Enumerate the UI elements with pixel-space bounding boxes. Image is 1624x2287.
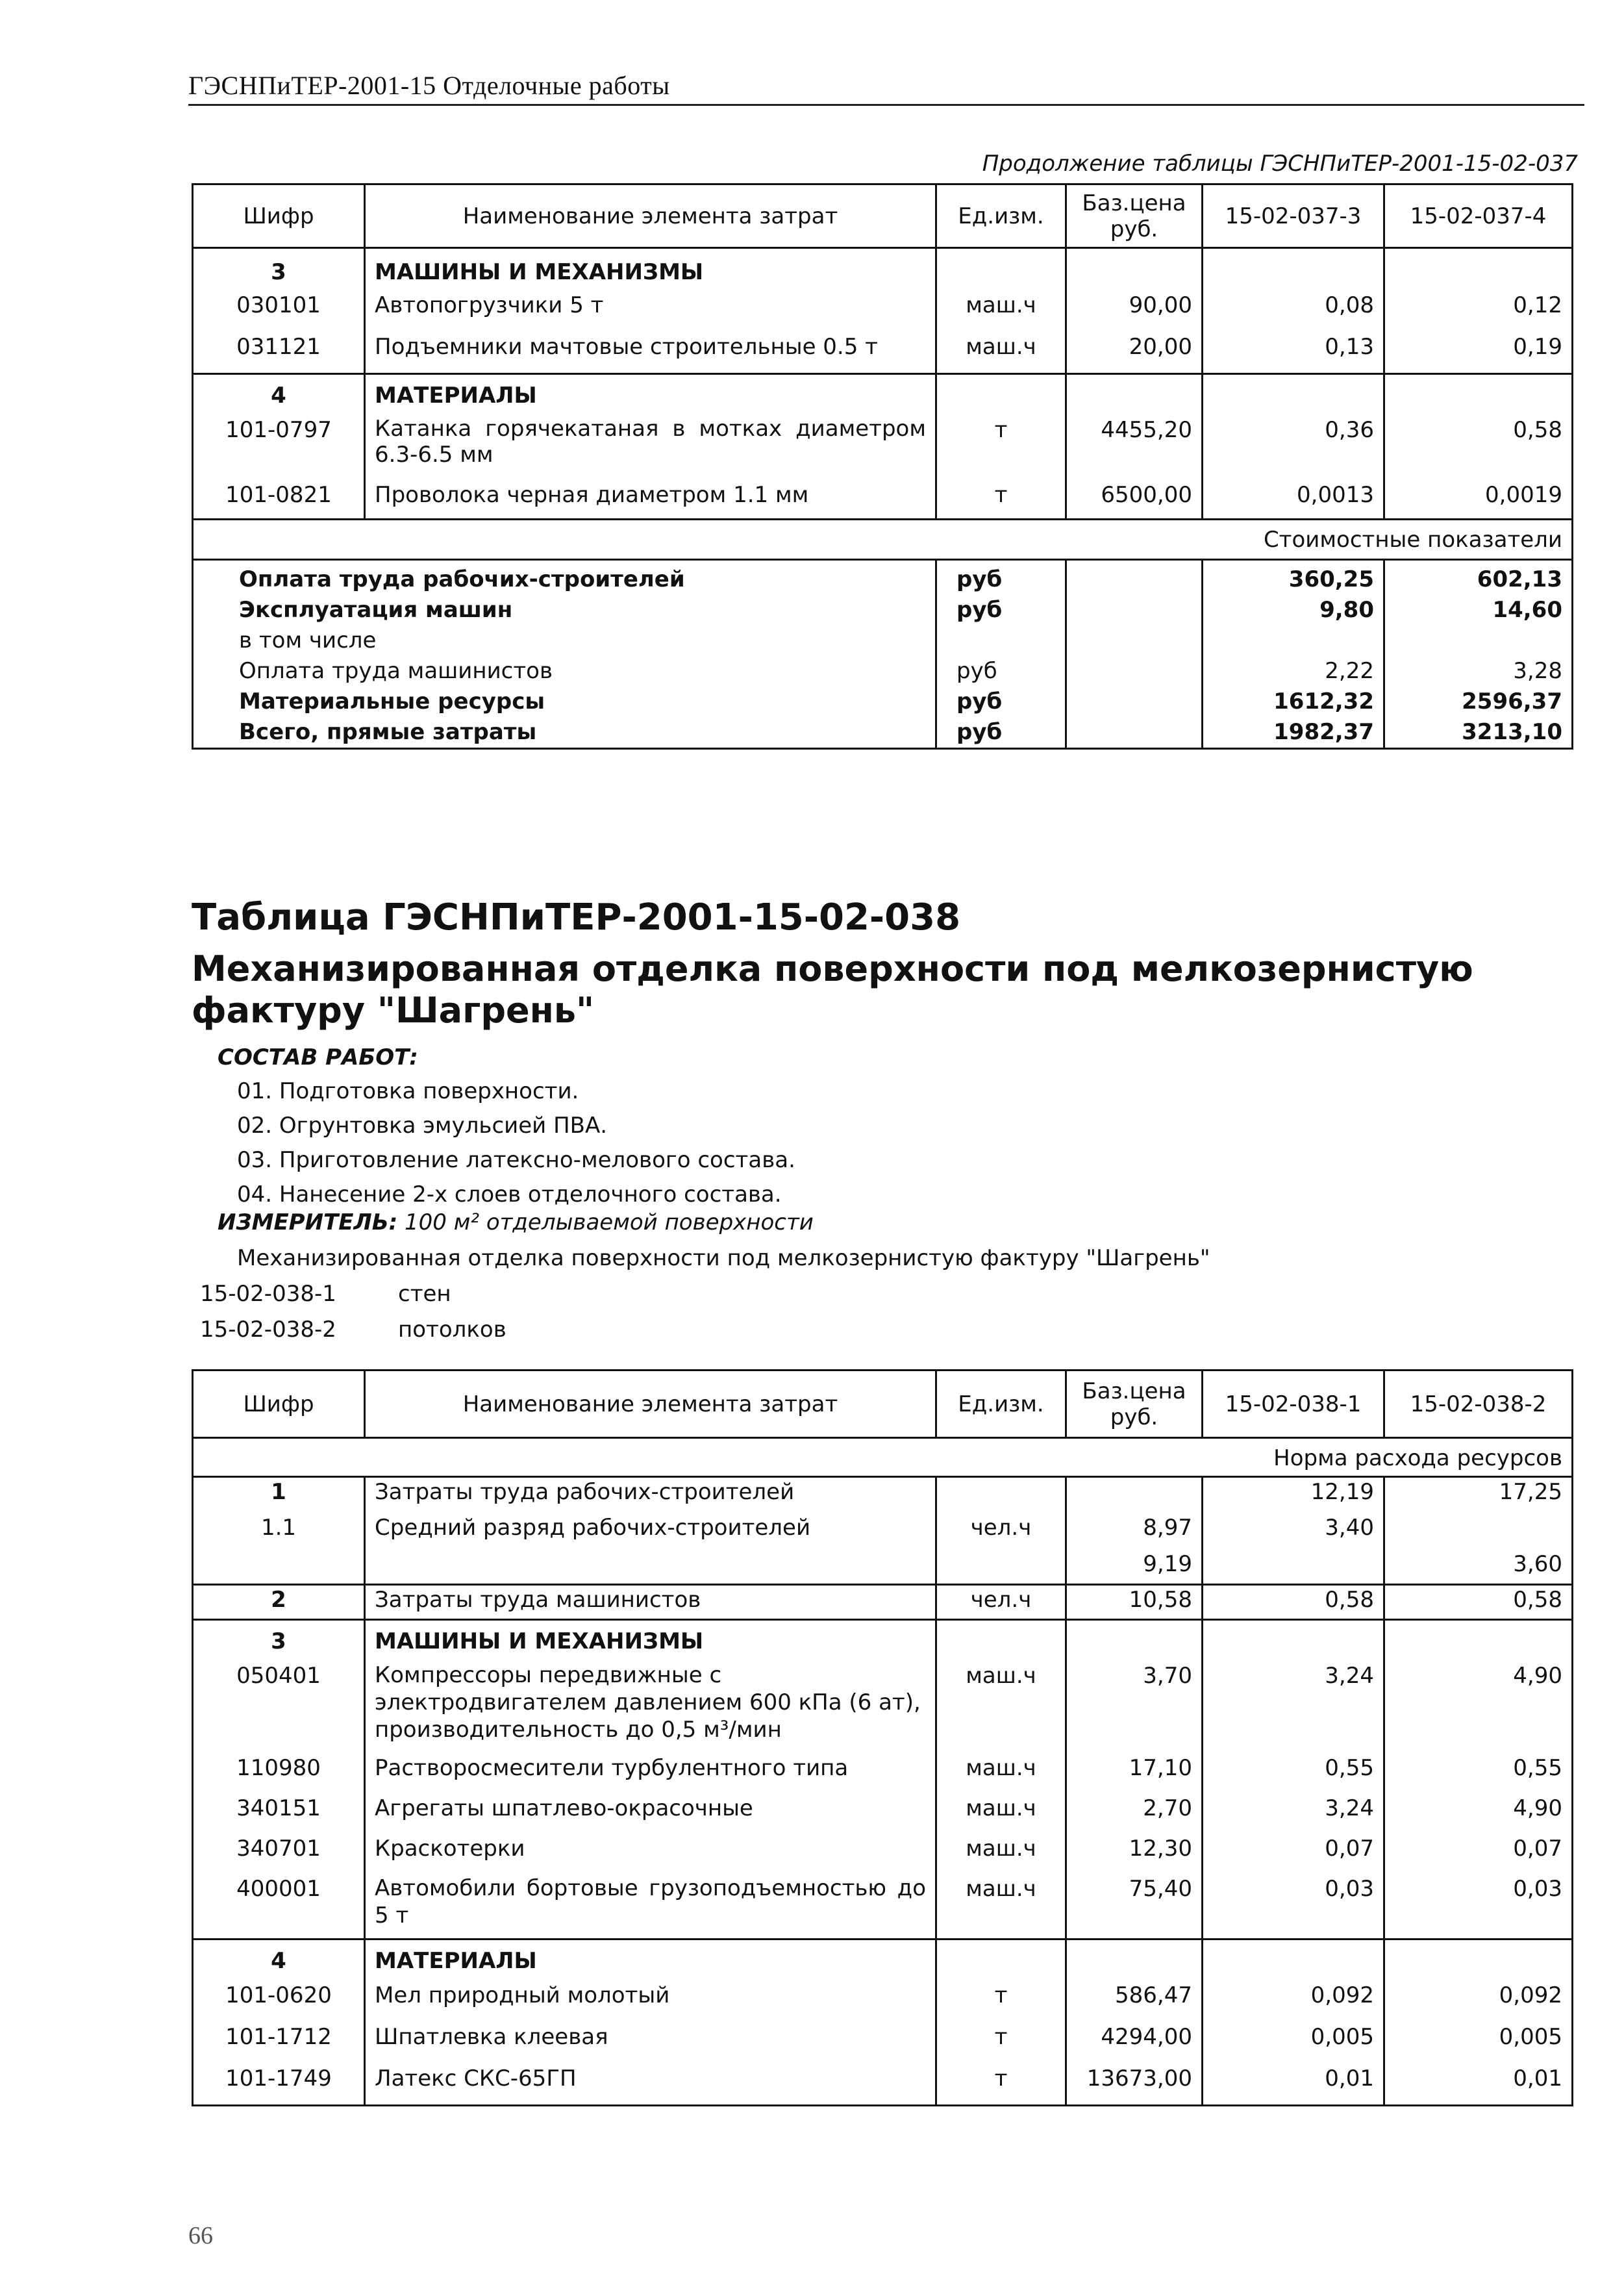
row-name: Мел природный молотый xyxy=(365,1981,936,2023)
table-row xyxy=(193,1875,1573,1940)
row-code: 110980 xyxy=(236,1754,321,1781)
row-code: 101-0797 xyxy=(225,416,332,443)
row-code: 101-1712 xyxy=(225,2023,332,2050)
header-price: Баз.цена руб. xyxy=(1066,184,1203,248)
row-price: 75,40 xyxy=(1066,1875,1203,1940)
table-row xyxy=(193,1834,1573,1875)
row-value-1: 0,13 xyxy=(1203,333,1384,374)
row-value-2: 0,07 xyxy=(1384,1834,1573,1875)
row-code: 2 xyxy=(193,1585,365,1620)
row-unit: маш.ч xyxy=(936,1834,1066,1875)
summary-value-1: 1982,37 xyxy=(1203,717,1384,749)
summary-value-2: 2596,37 xyxy=(1384,687,1573,717)
row-price: 13673,00 xyxy=(1066,2064,1203,2106)
table-15-02-038 xyxy=(192,1369,1573,2106)
row-code: 340701 xyxy=(236,1835,321,1862)
row-value-1: 0,0013 xyxy=(1203,481,1384,520)
summary-label: в том числе xyxy=(239,627,377,653)
row-price: 90,00 xyxy=(1066,291,1203,333)
section-row xyxy=(193,1620,1573,1662)
work-operation: 03. Приготовление латексно-мелового состава. xyxy=(237,1147,795,1173)
row-unit: т xyxy=(936,2023,1066,2064)
row-name: Средний разряд рабочих-строителей xyxy=(365,1513,936,1550)
table-continuation-caption: Продолжение таблицы ГЭСНПиТЕР-2001-15-02-037 xyxy=(982,151,1578,177)
summary-unit: руб xyxy=(936,687,1066,717)
section-title: МАТЕРИАЛЫ xyxy=(365,1940,936,1981)
row-value-1: 0,07 xyxy=(1203,1834,1384,1875)
row-code: 101-0620 xyxy=(225,1982,332,2008)
row-value-2: 0,58 xyxy=(1384,1585,1573,1620)
row-price: 10,58 xyxy=(1066,1585,1203,1620)
row-name: Подъемники мачтовые строительные 0.5 т xyxy=(365,333,936,374)
table-row xyxy=(193,1550,1573,1585)
row-value-2: 0,005 xyxy=(1384,2023,1573,2064)
summary-row xyxy=(193,560,1573,596)
summary-row xyxy=(193,625,1573,656)
row-name: Агрегаты шпатлево-окрасочные xyxy=(365,1794,936,1834)
row-value-1: 3,24 xyxy=(1203,1662,1384,1754)
row-unit: т xyxy=(936,2064,1066,2106)
row-value-2: 0,19 xyxy=(1384,333,1573,374)
norm-label-row xyxy=(193,1438,1573,1477)
row-name: Автопогрузчики 5 т xyxy=(365,291,936,333)
table-row xyxy=(193,291,1573,333)
item-label: стен xyxy=(398,1281,451,1307)
row-value-1: 0,36 xyxy=(1203,416,1384,481)
meter-label: ИЗМЕРИТЕЛЬ: xyxy=(218,1209,398,1235)
header-unit: Ед.изм. xyxy=(936,1371,1066,1438)
work-operation: 02. Огрунтовка эмульсией ПВА. xyxy=(237,1113,608,1139)
row-unit: маш.ч xyxy=(936,333,1066,374)
summary-row xyxy=(193,687,1573,717)
table-row xyxy=(193,1754,1573,1794)
table-header-row xyxy=(193,184,1573,248)
header-code: Шифр xyxy=(193,1371,365,1438)
row-code: 050401 xyxy=(236,1662,321,1689)
summary-unit: руб xyxy=(936,595,1066,625)
row-value-2: 0,55 xyxy=(1384,1754,1573,1794)
row-unit: чел.ч xyxy=(936,1513,1066,1550)
table-row xyxy=(193,2023,1573,2064)
row-price: 12,30 xyxy=(1066,1834,1203,1875)
code-line xyxy=(200,1281,451,1307)
row-value-1: 12,19 xyxy=(1203,1477,1384,1513)
row-value-1: 0,55 xyxy=(1203,1754,1384,1794)
row-name: Затраты труда рабочих-строителей xyxy=(365,1477,936,1513)
table-row xyxy=(193,481,1573,520)
row-value-1: 0,08 xyxy=(1203,291,1384,333)
table-row xyxy=(193,333,1573,374)
header-col-2: 15-02-037-4 xyxy=(1384,184,1573,248)
row-value-2: 4,90 xyxy=(1384,1794,1573,1834)
header-name: Наименование элемента затрат xyxy=(365,1371,936,1438)
section-code: 3 xyxy=(271,259,286,285)
row-code: 400001 xyxy=(236,1875,321,1902)
row-value-2: 17,25 xyxy=(1384,1477,1573,1513)
section-title: МАШИНЫ И МЕХАНИЗМЫ xyxy=(365,248,936,291)
row-unit: чел.ч xyxy=(936,1585,1066,1620)
norm-label: Норма расхода ресурсов xyxy=(193,1438,1573,1477)
row-price: 9,19 xyxy=(1066,1550,1203,1585)
table-row xyxy=(193,1513,1573,1550)
meter-value: 100 м² отделываемой поверхности xyxy=(405,1209,814,1235)
row-unit: маш.ч xyxy=(936,291,1066,333)
row-value-1: 0,005 xyxy=(1203,2023,1384,2064)
row-unit: т xyxy=(936,416,1066,481)
row-value-2: 3,60 xyxy=(1384,1550,1573,1585)
header-price: Баз.цена руб. xyxy=(1066,1371,1203,1438)
row-value-2: 0,03 xyxy=(1384,1875,1573,1940)
summary-row xyxy=(193,595,1573,625)
row-value-2: 4,90 xyxy=(1384,1662,1573,1754)
row-price: 17,10 xyxy=(1066,1754,1203,1794)
header-col-2: 15-02-038-2 xyxy=(1384,1371,1573,1438)
row-price: 2,70 xyxy=(1066,1794,1203,1834)
row-code: 340151 xyxy=(236,1795,321,1821)
table-header-row xyxy=(193,1371,1573,1438)
summary-value-1: 9,80 xyxy=(1203,595,1384,625)
row-value-2: 0,092 xyxy=(1384,1981,1573,2023)
summary-value-2: 602,13 xyxy=(1384,560,1573,596)
section-row xyxy=(193,374,1573,416)
row-name: Растворосмесители турбулентного типа xyxy=(365,1754,936,1794)
row-name: Латекс СКС-65ГП xyxy=(365,2064,936,2106)
summary-label: Оплата труда рабочих-строителей xyxy=(239,566,685,592)
cost-indicators-row xyxy=(193,520,1573,560)
table-row xyxy=(193,416,1573,481)
cost-indicators-label: Стоимостные показатели xyxy=(193,520,1573,560)
table-row xyxy=(193,1794,1573,1834)
row-price: 8,97 xyxy=(1066,1513,1203,1550)
row-unit: т xyxy=(936,481,1066,520)
row-value-2: 0,58 xyxy=(1384,416,1573,481)
row-code: 031121 xyxy=(236,333,321,360)
row-unit: маш.ч xyxy=(936,1875,1066,1940)
summary-label: Материальные ресурсы xyxy=(239,689,545,714)
row-name: Компрессоры передвижные с электродвигателем давлением 600 кПа (6 ат), производительность до 0,5 м³/мин xyxy=(365,1662,936,1754)
row-value-2: 0,0019 xyxy=(1384,481,1573,520)
summary-label: Оплата труда машинистов xyxy=(239,658,553,684)
summary-row xyxy=(193,717,1573,749)
summary-value-1: 360,25 xyxy=(1203,560,1384,596)
table-row xyxy=(193,1981,1573,2023)
summary-value-1: 1612,32 xyxy=(1203,687,1384,717)
table-row xyxy=(193,1662,1573,1754)
section-code: 3 xyxy=(193,1620,365,1662)
row-code: 1.1 xyxy=(260,1514,297,1541)
row-value-1: 3,24 xyxy=(1203,1794,1384,1834)
row-value-2: 0,12 xyxy=(1384,291,1573,333)
section-title: МАТЕРИАЛЫ xyxy=(365,374,936,416)
table-description: Механизированная отделка поверхности под мелкозернистую фактуру "Шагрень" xyxy=(237,1245,1210,1271)
row-unit: маш.ч xyxy=(936,1754,1066,1794)
header-col-1: 15-02-037-3 xyxy=(1203,184,1384,248)
meter-line xyxy=(218,1209,814,1235)
row-name: Затраты труда машинистов xyxy=(365,1585,936,1620)
work-composition-heading: СОСТАВ РАБОТ: xyxy=(218,1044,418,1070)
summary-value-2: 14,60 xyxy=(1384,595,1573,625)
row-price: 6500,00 xyxy=(1066,481,1203,520)
row-value-1: 0,01 xyxy=(1203,2064,1384,2106)
item-code: 15-02-038-2 xyxy=(200,1317,336,1343)
summary-unit: руб xyxy=(936,717,1066,749)
work-operation: 04. Нанесение 2-х слоев отделочного состава. xyxy=(237,1181,782,1207)
row-name: Шпатлевка клеевая xyxy=(365,2023,936,2064)
summary-value-1: 2,22 xyxy=(1203,656,1384,687)
row-price: 3,70 xyxy=(1066,1662,1203,1754)
section-code: 4 xyxy=(193,374,365,416)
row-value-1: 0,58 xyxy=(1203,1585,1384,1620)
row-name: Катанка горячекатаная в мотках диаметром 6.3-6.5 мм xyxy=(365,416,936,481)
row-name: Автомобили бортовые грузоподъемностью до 5 т xyxy=(365,1875,936,1940)
header-unit: Ед.изм. xyxy=(936,184,1066,248)
row-price: 4294,00 xyxy=(1066,2023,1203,2064)
row-value-1: 0,03 xyxy=(1203,1875,1384,1940)
item-label: потолков xyxy=(398,1317,506,1343)
page-number: 66 xyxy=(188,2222,213,2249)
row-value-1: 0,092 xyxy=(1203,1981,1384,2023)
item-code: 15-02-038-1 xyxy=(200,1281,336,1307)
header-code: Шифр xyxy=(193,184,365,248)
section-row xyxy=(193,1940,1573,1981)
summary-row xyxy=(193,656,1573,687)
section-title: МАШИНЫ И МЕХАНИЗМЫ xyxy=(365,1620,936,1662)
row-unit: маш.ч xyxy=(936,1794,1066,1834)
header-col-1: 15-02-038-1 xyxy=(1203,1371,1384,1438)
section-code: 4 xyxy=(193,1940,365,1981)
table-15-02-037 xyxy=(192,183,1573,750)
row-price: 4455,20 xyxy=(1066,416,1203,481)
summary-unit: руб xyxy=(936,656,1066,687)
row-code: 101-0821 xyxy=(225,481,332,508)
row-value-2: 0,01 xyxy=(1384,2064,1573,2106)
row-name: Проволока черная диаметром 1.1 мм xyxy=(365,481,936,520)
row-price: 20,00 xyxy=(1066,333,1203,374)
table-row xyxy=(193,1585,1573,1620)
row-code: 101-1749 xyxy=(225,2065,332,2091)
summary-label: Всего, прямые затраты xyxy=(239,719,537,745)
work-operation: 01. Подготовка поверхности. xyxy=(237,1078,579,1104)
row-code: 1 xyxy=(271,1479,286,1505)
code-line xyxy=(200,1317,506,1343)
row-price: 586,47 xyxy=(1066,1981,1203,2023)
table-subtitle: Механизированная отделка поверхности под мелкозернистую фактуру "Шагрень" xyxy=(192,948,1473,1031)
running-header: ГЭСНПиТЕР-2001-15 Отделочные работы xyxy=(188,71,670,100)
table-title: Таблица ГЭСНПиТЕР-2001-15-02-038 xyxy=(192,896,961,939)
header-rule xyxy=(188,104,1584,106)
row-name: Краскотерки xyxy=(365,1834,936,1875)
row-unit: т xyxy=(936,1981,1066,2023)
summary-label: Эксплуатация машин xyxy=(239,597,513,623)
summary-value-2: 3213,10 xyxy=(1384,717,1573,749)
row-value-1: 3,40 xyxy=(1203,1513,1384,1550)
table-row xyxy=(193,2064,1573,2106)
section-row xyxy=(193,248,1573,291)
summary-unit: руб xyxy=(936,560,1066,596)
table-row xyxy=(193,1477,1573,1513)
row-code: 030101 xyxy=(236,292,321,318)
row-unit: маш.ч xyxy=(936,1662,1066,1754)
header-name: Наименование элемента затрат xyxy=(365,184,936,248)
summary-value-2: 3,28 xyxy=(1384,656,1573,687)
